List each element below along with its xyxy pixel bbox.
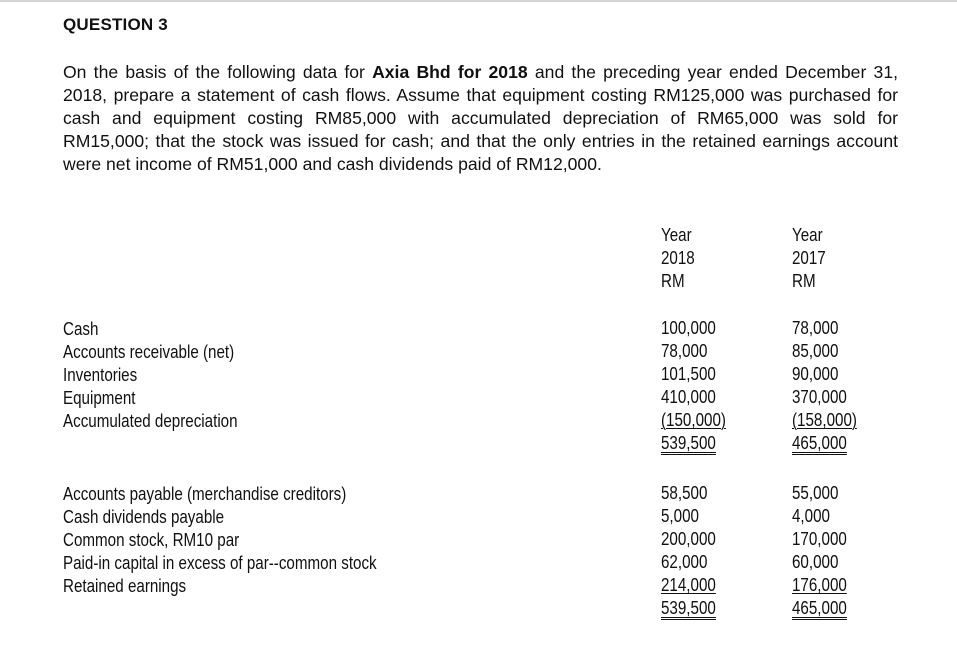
column-header-line: Year: [792, 224, 823, 245]
liability-value: 200,000: [661, 528, 716, 549]
liability-value: 4,000: [792, 505, 830, 526]
asset-label: Accounts receivable (net): [63, 341, 235, 362]
liability-value: 55,000: [792, 482, 839, 503]
liability-value: 60,000: [792, 551, 839, 572]
asset-value: 370,000: [792, 386, 847, 407]
liability-values-2017: [792, 481, 847, 619]
liabilities-total: 539,500: [661, 597, 716, 618]
asset-value: 101,500: [661, 363, 716, 384]
liability-value: 5,000: [661, 505, 699, 526]
question-text-part-1: On the basis of the following data for: [63, 62, 373, 82]
liability-value: 176,000: [792, 574, 847, 595]
asset-label: Cash: [63, 318, 99, 339]
assets-total: 465,000: [792, 432, 847, 453]
liability-values-2018: [661, 481, 716, 619]
liability-label: Cash dividends payable: [63, 506, 225, 527]
asset-value: (158,000): [792, 409, 857, 430]
asset-values-2017: [792, 316, 857, 454]
asset-value: 410,000: [661, 386, 716, 407]
liability-value: 170,000: [792, 528, 847, 549]
asset-value: 100,000: [661, 317, 716, 338]
asset-label: Accumulated depreciation: [63, 410, 238, 431]
asset-value: 78,000: [792, 317, 839, 338]
asset-labels: [63, 317, 238, 432]
column-header-line: Year: [661, 224, 692, 245]
asset-value: 90,000: [792, 363, 839, 384]
liabilities-total: 465,000: [792, 597, 847, 618]
company-name: Axia Bhd for 2018: [372, 62, 528, 82]
question-heading: QUESTION 3: [63, 15, 168, 34]
column-header-currency: RM: [792, 270, 816, 291]
liability-labels: [63, 482, 377, 597]
column-header-2017: [792, 223, 826, 292]
asset-value: 78,000: [661, 340, 708, 361]
column-header-2018: [661, 223, 695, 292]
question-text-part-2: and the preceding year ended December 31, 2018, prepare a statement of cash flows. Assume that equipment costing RM125,000 was purchased for cash and equipment costing RM85,000 with accumulated depreciation of RM65,000 was sold for RM15,000; that the stock was issued for cash; and that the only entries in the retained earnings account were net income of RM51,000 and cash dividends paid of RM12,000.: [63, 62, 898, 174]
asset-label: Equipment: [63, 387, 136, 408]
liability-label: Retained earnings: [63, 575, 187, 596]
liability-label: Common stock, RM10 par: [63, 529, 240, 550]
top-border: [0, 0, 957, 2]
question-text: [63, 61, 898, 176]
liability-value: 58,500: [661, 482, 708, 503]
liability-label: Accounts payable (merchandise creditors): [63, 483, 347, 504]
asset-value: 85,000: [792, 340, 839, 361]
liability-label: Paid-in capital in excess of par--common stock: [63, 552, 377, 573]
column-header-year: 2017: [792, 247, 826, 268]
liability-value: 214,000: [661, 574, 716, 595]
column-header-currency: RM: [661, 270, 685, 291]
asset-label: Inventories: [63, 364, 138, 385]
asset-value: (150,000): [661, 409, 726, 430]
column-header-year: 2018: [661, 247, 695, 268]
assets-total: 539,500: [661, 432, 716, 453]
asset-values-2018: [661, 316, 726, 454]
liability-value: 62,000: [661, 551, 708, 572]
